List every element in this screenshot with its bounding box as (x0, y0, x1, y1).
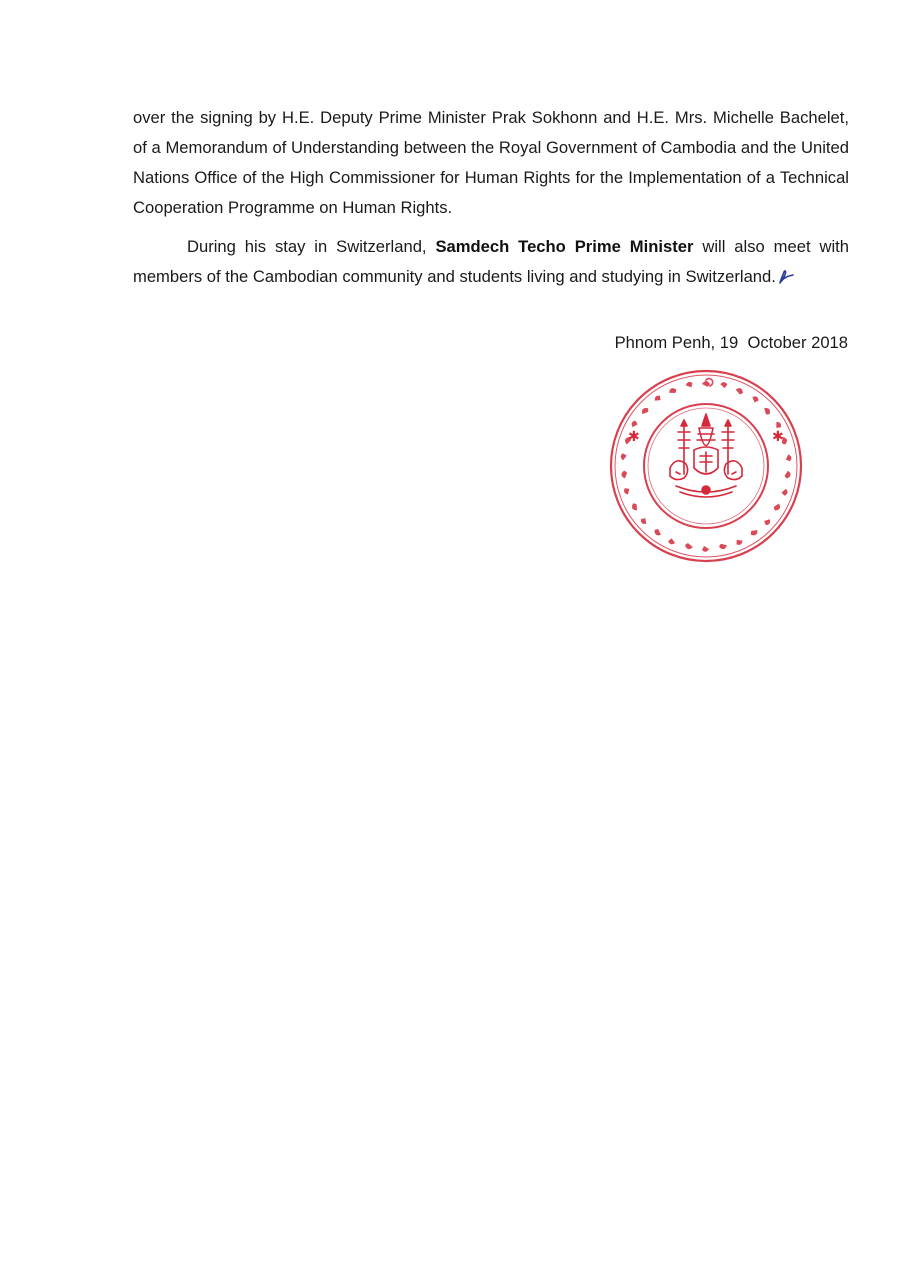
handwritten-initial-mark (777, 269, 795, 285)
svg-text:✱: ✱ (772, 429, 784, 445)
paragraph-2-text-end: will also meet with members of the Cambodian community and students living and studying in Switzerland. (133, 237, 849, 286)
body-paragraph-2 (133, 232, 849, 292)
royal-emblem-icon (670, 414, 742, 497)
paragraph-2-text-start: During his stay in Switzerland, (187, 237, 436, 256)
dateline: Phnom Penh, 19 October 2018 (614, 333, 848, 352)
body-paragraph-1: over the signing by H.E. Deputy Prime Minister Prak Sokhonn and H.E. Mrs. Michelle Bachelet, of a Memorandum of Understanding between the Royal Government of Cambodia and the United Nations Office of the High Commissioner for Human Rights for the Implementation of a Technical Cooperation Programme on Human Rights. (133, 108, 849, 217)
official-seal-stamp (606, 368, 806, 564)
paragraph-2-bold-title: Samdech Techo Prime Minister (435, 237, 694, 256)
svg-text:✱: ✱ (628, 429, 640, 445)
